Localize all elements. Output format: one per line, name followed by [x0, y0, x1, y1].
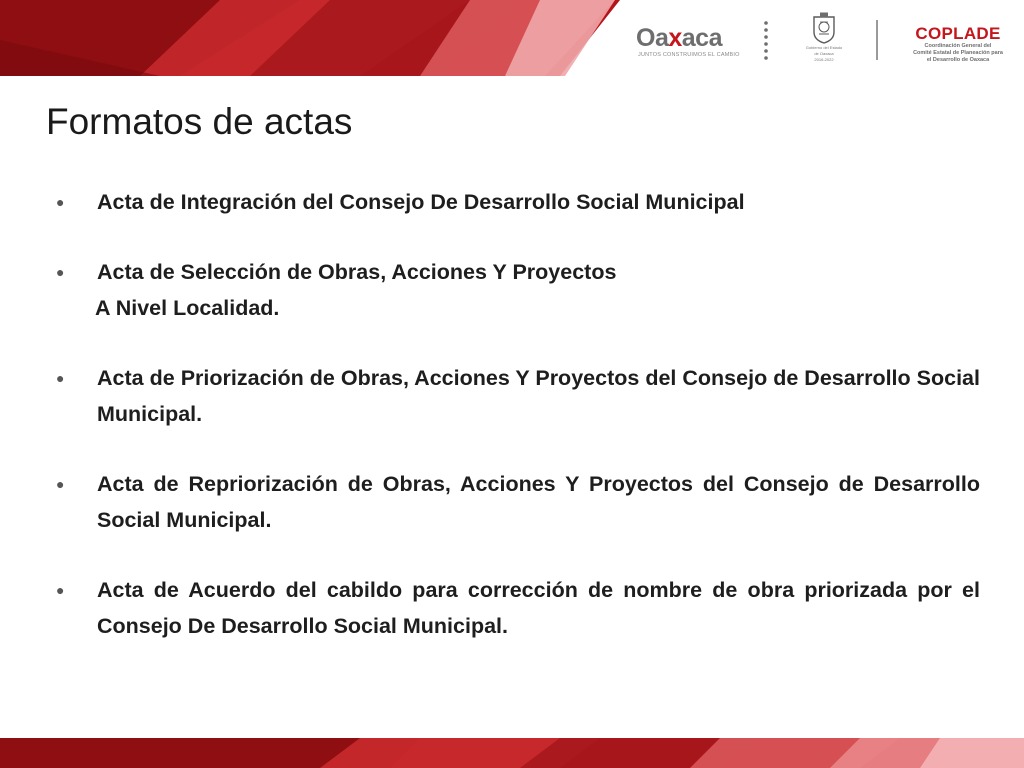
list-item-text: Acta de Integración del Consejo De Desarrollo Social Municipal — [97, 190, 745, 214]
coplade-subtitle-1: Coordinación General del — [924, 43, 992, 49]
oaxaca-logo — [636, 24, 740, 64]
coplade-subtitle-3: el Desarrollo de Oaxaca — [926, 57, 990, 63]
list-item — [54, 254, 980, 326]
list-item-text: Acta de Priorización de Obras, Acciones Y Proyectos del Consejo de Desarrollo Social Municipal. — [97, 366, 980, 426]
top-banner-graphic — [0, 0, 1024, 76]
coplade-wordmark: COPLADE — [915, 24, 1001, 43]
list-item-text-continued: A Nivel Localidad. — [95, 296, 280, 320]
seal-text-3: 2016-2022 — [814, 57, 834, 62]
bullet-icon: ● — [56, 194, 65, 210]
coplade-logo — [906, 24, 1010, 64]
coplade-subtitle-2: Comité Estatal de Planeación para — [913, 50, 1003, 56]
list-item-text: Acta de Selección de Obras, Acciones Y Proyectos — [97, 260, 617, 284]
list-item — [54, 572, 980, 644]
oaxaca-logo-tagline: JUNTOS CONSTRUIMOS EL CAMBIO — [638, 52, 740, 58]
bottom-banner-graphic — [0, 738, 1024, 768]
seal-text-2: de Oaxaca — [814, 51, 834, 56]
bullet-icon: ● — [56, 370, 65, 386]
list-item — [54, 184, 980, 220]
list-item — [54, 360, 980, 432]
acta-list — [54, 184, 980, 678]
oaxaca-logo-wordmark: Oaxaca — [636, 24, 722, 52]
dotted-separator — [761, 20, 771, 62]
state-seal — [804, 12, 844, 70]
slide-title: Formatos de actas — [46, 101, 353, 142]
bullet-icon: ● — [56, 264, 65, 280]
list-item-text: Acta de Acuerdo del cabildo para corrección de nombre de obra priorizada por el Consejo De Desarrollo Social Municipal. — [97, 578, 980, 638]
header-divider — [876, 20, 878, 60]
seal-text-1: Gobierno del Estado — [805, 45, 843, 50]
list-item-text: Acta de Repriorización de Obras, Acciones Y Proyectos del Consejo de Desarrollo Social Municipal. — [97, 472, 980, 532]
seal-emblem-icon — [811, 12, 837, 44]
bullet-icon: ● — [56, 582, 65, 598]
bullet-icon: ● — [56, 476, 65, 492]
list-item — [54, 466, 980, 538]
